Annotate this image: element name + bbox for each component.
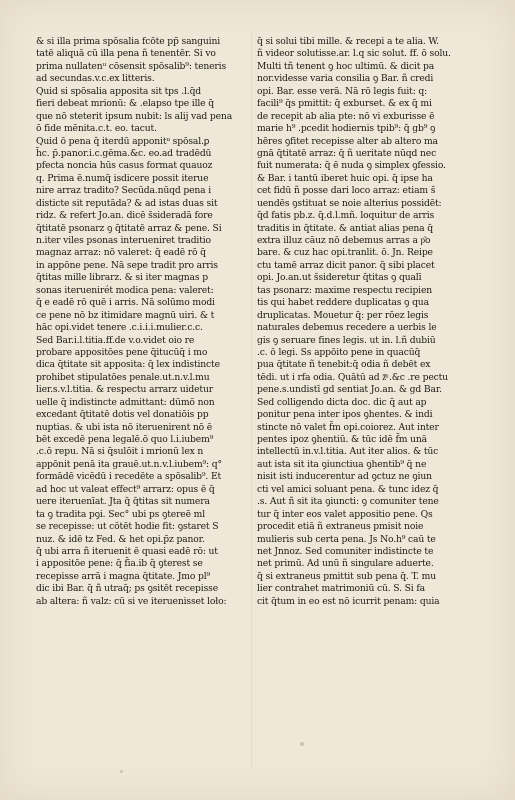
text-line: q̄titas mille librarz. & si iter magnas p bbox=[36, 272, 208, 284]
text-line: nuptias. & ubi ista nō iteruenirent nō ē bbox=[36, 421, 213, 433]
text-line: q̄d fatis pb.z. q̄.d.l.mñ. loquitur de arris bbox=[257, 210, 435, 222]
text-line: prima nullatenᵘ cōsensit spōsalib⁹: teneris bbox=[36, 60, 227, 72]
text-line: q. Prima ē.numq̄ isdicere possit iterue bbox=[36, 172, 209, 184]
text-line: ad secundas.v.c.ex litteris. bbox=[36, 73, 155, 85]
text-line: facili⁹ q̄s pmittit: q̄ exburset. & ex q̄ mi bbox=[257, 98, 432, 110]
text-line: fuit numerata: q̄ ē nuda ꝯ simplex ꝯfessio. bbox=[257, 160, 446, 172]
text-line: mulieris sub certa pena. Js No.h⁹ caū te bbox=[257, 533, 436, 545]
text-line: stincte nō valet f̄m opi.coiorez. Aut inter bbox=[257, 421, 439, 433]
text-line: net Jnnoz. Sed comuniter indistincte te bbox=[257, 545, 434, 557]
text-line: nisit isti inducerentur ad ꝯctuz ne ꝯiun bbox=[257, 471, 432, 483]
text-line: pentes ipoz ꝯhentiū. & tūc idē f̄m unā bbox=[257, 434, 427, 445]
text-line: dic ibi Bar. q̄ ñ utraq̄; ps ꝯsitēt recepisse bbox=[36, 583, 218, 595]
text-line: fieri debeat mrionū: & .elapso tpe ille q̄ bbox=[36, 98, 214, 110]
text-line: ñ videor solutisse.ar. l.q sic solut. ff. ō solu. bbox=[257, 48, 451, 60]
text-line: cti vel amici soluant pena. & tunc idez q̄ bbox=[257, 483, 439, 495]
text-line: tēdi. ut i rfa odia. Quātū ad z̄ͫ .&c .re pectu bbox=[257, 371, 448, 383]
text-line: tatē aliquā cū illa pena ñ tenentēr. Si vo bbox=[36, 48, 216, 60]
text-line: lier contrahet matrimoniū cū. S. Si fa bbox=[257, 583, 425, 595]
text-line: extra illuz cāuz nō debemus arras a p͂o bbox=[257, 235, 431, 246]
text-line: uere iteruenīat. Jta q̄ q̄titas sit numera bbox=[36, 496, 210, 508]
text-line: Quid ō pena q̄ iterdū apponitᵘ spōsal.ꝑ bbox=[36, 135, 210, 147]
text-line: appōnit penā ita grauē.ut.n.v.l.iubem⁹: q° bbox=[36, 458, 222, 470]
text-line: q̄ si solui tibi mille. & recepi a te alia. W. bbox=[257, 36, 439, 47]
text-line: ce pene nō bz itimidare magnū uiri. & t bbox=[36, 309, 215, 321]
text-line: in appōne pene. Nā sepe tradit pro arris bbox=[36, 259, 218, 271]
text-line: magnaz arraz: nō valeret: q̄ eadē rō q̄ bbox=[36, 247, 206, 259]
paper-stain bbox=[300, 742, 304, 746]
text-line: ctu tamē arraz dicit panor. q̄ sibi placet bbox=[257, 259, 435, 271]
right-text-column bbox=[257, 36, 471, 608]
text-line: intellectū in.v.l.titia. Aut iter alios. & tūc bbox=[257, 446, 439, 458]
text-line: pfecta noncia hūs casus format quauoz bbox=[36, 160, 213, 172]
column-gutter bbox=[251, 30, 252, 770]
text-line: nor.videsse varia consilia ꝯ Bar. ñ credi bbox=[257, 73, 434, 85]
text-line: tas psonarz: maxime respectu recipien bbox=[257, 284, 433, 296]
text-line: marie h⁹ .pcedit hodiernis tpib⁹: q̄ gb⁹ ꝯ bbox=[257, 123, 436, 135]
text-line: gis ꝯ seruare fines legis. ut in. l.ñ dubiū bbox=[257, 334, 436, 346]
text-line: Sed Bar.i.l.titia.ff.de v.o.videt oio re bbox=[36, 334, 195, 346]
text-line: aut ista sit ita ꝯiunctiua ꝯhentib⁹ q̄ ne bbox=[257, 458, 427, 470]
text-line: dica q̄titate sit apposita: q̄ lex indistincte bbox=[36, 359, 220, 371]
text-line: nuz. & idē tz Fed. & het opi.p̄z panor. bbox=[36, 533, 205, 545]
text-line: que nō steterit ipsum nubit: ls alij vad pena bbox=[36, 110, 233, 122]
text-line: recepisse arrā i magna q̄titate. Jmo pl⁹ bbox=[36, 570, 211, 582]
text-line: hēres ꝯfitet recepisse alter ab altero ma bbox=[257, 135, 438, 147]
text-line: tur q̄ inter eos valet appositio pene. Qs bbox=[257, 508, 433, 520]
text-line: i appositōe pene: q̄ f̄ia.ib q̄ ꝯterest se bbox=[36, 558, 203, 570]
text-line: ō fide mēnita.c.t. eo. tacut. bbox=[36, 123, 157, 135]
text-line: h̄c. p̄.panor.i.c.gēma.&c. eo.ad tradēdū bbox=[36, 147, 212, 159]
text-line: gnā q̄titatē arraz: q̄ ñ ueritate nūqd nec bbox=[257, 147, 437, 159]
text-line: tis qui habet reddere duplicatas ꝯ qua bbox=[257, 297, 429, 309]
text-line: ta ꝯ tradita pꝯi. Sec° ubi ps ꝯtereē ml bbox=[36, 508, 206, 520]
text-line: n.iter viles psonas interueniret traditio bbox=[36, 235, 211, 246]
text-line: q̄titatē psonarz ꝯ q̄titatē arraz & pene. Si bbox=[36, 222, 222, 234]
text-line: net primū. Ad unū ñ singulare aduerte. bbox=[257, 558, 434, 570]
paper-stain bbox=[120, 770, 123, 773]
text-line: se recepisse: ut cōtēt hodie fit: ꝯstaret S bbox=[36, 521, 219, 533]
text-line: ad hoc ut valeat effect⁹ arrarz: opus ē q̄ bbox=[36, 483, 215, 495]
text-line: .c. ō legi. Ss appōito pene in quacūq̄ bbox=[257, 346, 421, 358]
text-line: uelle q̄ indistincte admittant: dūmō non bbox=[36, 396, 215, 408]
text-line: de recepit ab alia pte: nō vi exburisse ē bbox=[257, 110, 435, 122]
text-line: probare appositōes pene q̄itucūq̄ i mo bbox=[36, 346, 208, 358]
text-line: disticte sit reputāda? & ad istas duas sit bbox=[36, 197, 218, 209]
left-text-column bbox=[36, 36, 250, 608]
text-line: Quid si spōsalia apposita sit tps .l.q̄d bbox=[36, 85, 202, 97]
text-line: naturales debemus recedere a uerbis le bbox=[257, 322, 437, 334]
text-line: hāc opi.videt tenere .c.i.i.i.mulier.c.c. bbox=[36, 322, 203, 334]
text-line: bēt excedē pena legalē.ō quo l.i.iubem⁹ bbox=[36, 434, 214, 445]
text-line: ridz. & refert Jo.an. dicē s̄sideradā fore bbox=[36, 210, 213, 222]
text-line: q̄ e eadē rō quē i arris. Nā solūmo modi bbox=[36, 297, 215, 309]
text-line: ponitur pena inter ipos ꝯhentes. & indi bbox=[257, 409, 433, 421]
text-line: formādē vicēdū i recedēte a spōsalib⁹. Et bbox=[36, 471, 222, 483]
text-line: Sed colligendo dicta doc. dic q̄ aut ap bbox=[257, 396, 427, 408]
text-line: sonas iteruenirét modica pena: valeret: bbox=[36, 284, 214, 296]
text-line: lier.s.v.l.titia. & respectu arrarz uidetur bbox=[36, 384, 213, 396]
text-line: pua q̄titate ñ tenebit:q̄ odia ñ debēt ex bbox=[257, 359, 431, 371]
text-line: procedit etiā ñ extraneus pmisit noie bbox=[257, 521, 424, 533]
text-line: Multi tñ tenent ꝯ hoc ultimū. & dicit pa bbox=[257, 60, 435, 72]
text-line: & si illa prima spōsalia fcōte pp̄ sanguini bbox=[36, 36, 221, 47]
text-line: opi. Bar. esse verā. Nā rō legis fuit: q: bbox=[257, 85, 428, 97]
text-line: cet fidū ñ posse dari loco arraz: etiam s̄ bbox=[257, 185, 436, 197]
text-line: druplicatas. Mouetur q̄: per rōez legis bbox=[257, 309, 429, 321]
text-line: opi. Jo.an.ut s̄sideretur q̄titas ꝯ qualī bbox=[257, 272, 422, 284]
text-line: .c.ō repu. Nā si q̄sulōit i mrionū lex n bbox=[36, 446, 204, 458]
text-line: cit q̄tum in eo est nō icurrit penam: quia bbox=[257, 595, 440, 607]
text-line: pene.s.undistī gd sentiat Jo.an. & gd Bar. bbox=[257, 384, 442, 396]
text-line: q̄ ubi arra ñ iteruenit ē quasi eadē rō: ut bbox=[36, 545, 218, 557]
text-line: & Bar. i tantū iberet huic opi. q̄ ipse ha bbox=[257, 172, 433, 184]
text-line: bare. & cuz hac opi.tranlit. ō. Jn. Reipe bbox=[257, 247, 433, 259]
text-line: q̄ si extraneus pmittit sub pena q̄. T. mu bbox=[257, 570, 436, 582]
text-line: nire arraz tradito? Secūda.nūqd pena i bbox=[36, 185, 212, 197]
text-line: traditis in q̄titate. & antiat alias pena q̄ bbox=[257, 222, 433, 234]
text-line: .s. Aut ñ sit ita ꝯiuncti: ꝯ comuniter tene bbox=[257, 496, 439, 508]
text-line: prohibet stipulatōes penale.ut.n.v.l.mu bbox=[36, 371, 210, 383]
text-line: excedant q̄titatē dotis vel donatiōis pp bbox=[36, 409, 209, 421]
text-line: uendēs ꝯstituat se noie alterius possidēt: bbox=[257, 197, 442, 209]
text-line: ab altera: ñ valz: cū si ve iteruenisset loło: bbox=[36, 595, 227, 607]
